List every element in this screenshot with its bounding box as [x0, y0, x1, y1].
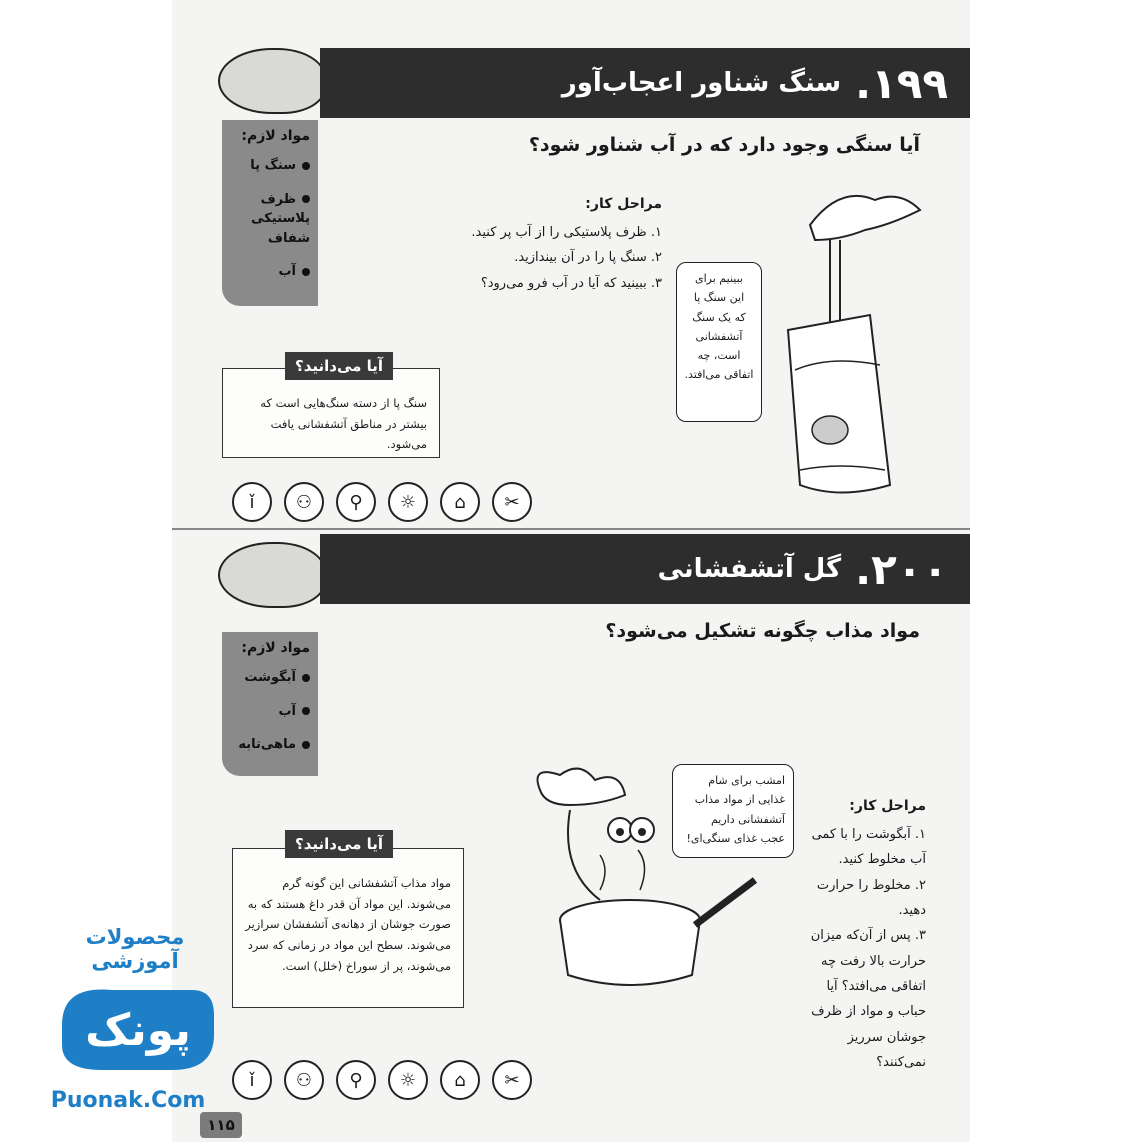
activity-question: آیا سنگی وجود دارد که در آب شناور شود؟ [528, 134, 920, 156]
activity-title: سنگ شناور اعجاب‌آور [561, 68, 842, 98]
bullet-icon [302, 162, 310, 170]
people-icon: ⚇ [284, 482, 324, 522]
bullet-icon [302, 707, 310, 715]
watermark-brand: پونک [85, 1005, 191, 1056]
bullet-icon [302, 268, 310, 276]
speech-bubble-200: امشب برای شام غذایی از مواد مذاب آتشفشانی داریم عجب غذای سنگی‌ای! [672, 764, 794, 858]
materials-panel-200 [222, 632, 318, 776]
scissors-icon: ✂ [492, 1060, 532, 1100]
steps-block-199 [410, 196, 662, 296]
rocks-illustration [218, 542, 326, 608]
watermark-tagline: محصولات آموزشی [85, 925, 185, 973]
bullet-icon [302, 195, 310, 203]
step-item: ۱. آبگوشت را با کمی آب مخلوط کنید. [811, 827, 926, 868]
step-item: ۳. پس از آن‌که میزان حرارت بالا رفت چه اتفاقی می‌افتد؟ آیا حباب و مواد از ظرف جوشان سرریز نمی‌کنند؟ [810, 928, 926, 1071]
rocks-illustration [218, 48, 326, 114]
scissors-icon: ✂ [492, 482, 532, 522]
materials-label: مواد لازم: [241, 640, 310, 656]
material-item: آب [222, 262, 310, 282]
did-you-know-text: مواد مذاب آتشفشانی این گونه گرم می‌شوند. این مواد آن قدر داغ هستند که به صورت جوشان از دهانه‌ی آتشفشان سرازیر می‌شوند. سطح این مواد در زمانی که سرد می‌شوند، پر از سوراخ (خلل) است. [245, 876, 451, 973]
person-icon: ⚲ [336, 482, 376, 522]
sun-icon: ☼ [388, 482, 428, 522]
activity-number: ۱۹۹. [855, 58, 948, 108]
person-icon: ⚲ [336, 1060, 376, 1100]
page-number: ۱۱۵ [200, 1112, 242, 1138]
activity-199-title-bar [320, 48, 970, 118]
activity-question: مواد مذاب چگونه تشکیل می‌شود؟ [605, 620, 920, 642]
steps-label: مراحل کار: [585, 196, 662, 212]
match-icon: ǐ [232, 482, 272, 522]
match-icon: ǐ [232, 1060, 272, 1100]
activity-title: گل آتشفشانی [657, 554, 842, 584]
hand-and-glass-illustration [770, 180, 940, 510]
step-item: ۲. مخلوط را حرارت دهید. [816, 877, 926, 919]
did-you-know-label: آیا می‌دانید؟ [285, 352, 393, 380]
material-item: آب [222, 702, 310, 722]
material-item: ظرف پلاستیکی شفاف [251, 191, 310, 246]
steps-block-200 [808, 798, 926, 1075]
material-item: آبگوشت [222, 668, 310, 688]
activity-200-title-bar [320, 534, 970, 604]
step-item: ۳. ببینید که آیا در آب فرو می‌رود؟ [480, 275, 662, 291]
did-you-know-label: آیا می‌دانید؟ [285, 830, 393, 858]
materials-panel-199 [222, 120, 318, 306]
watermark-logo [42, 965, 220, 1081]
section-divider [172, 528, 970, 530]
sun-icon: ☼ [388, 1060, 428, 1100]
did-you-know-box-199 [222, 368, 440, 458]
people-icon: ⚇ [284, 1060, 324, 1100]
material-item: سنگ پا [222, 156, 310, 176]
icon-row-199 [232, 482, 532, 522]
chef-cooking-illustration [490, 760, 770, 1000]
watermark-site: Puonak.Com [50, 1088, 206, 1113]
bullet-icon [302, 674, 310, 682]
step-item: ۲. سنگ پا را در آن بیندازید. [514, 250, 662, 266]
did-you-know-box-200 [232, 848, 464, 1008]
house-icon: ⌂ [440, 482, 480, 522]
icon-row-200 [232, 1060, 532, 1100]
did-you-know-text: سنگ پا از دسته سنگ‌هایی است که بیشتر در مناطق آتشفشانی یافت می‌شود. [260, 396, 427, 452]
activity-number: ۲۰۰. [855, 544, 948, 594]
steps-label: مراحل کار: [849, 798, 926, 814]
material-item: ماهی‌تابه [222, 735, 310, 755]
step-item: ۱. ظرف پلاستیکی را از آب پر کنید. [471, 225, 662, 240]
speech-bubble-199: ببینیم برای این سنگ پا که یک سنگ آتشفشانی است، چه اتفاقی می‌افتد. [676, 262, 762, 422]
materials-label: مواد لازم: [241, 128, 310, 144]
house-icon: ⌂ [440, 1060, 480, 1100]
bullet-icon [302, 741, 310, 749]
